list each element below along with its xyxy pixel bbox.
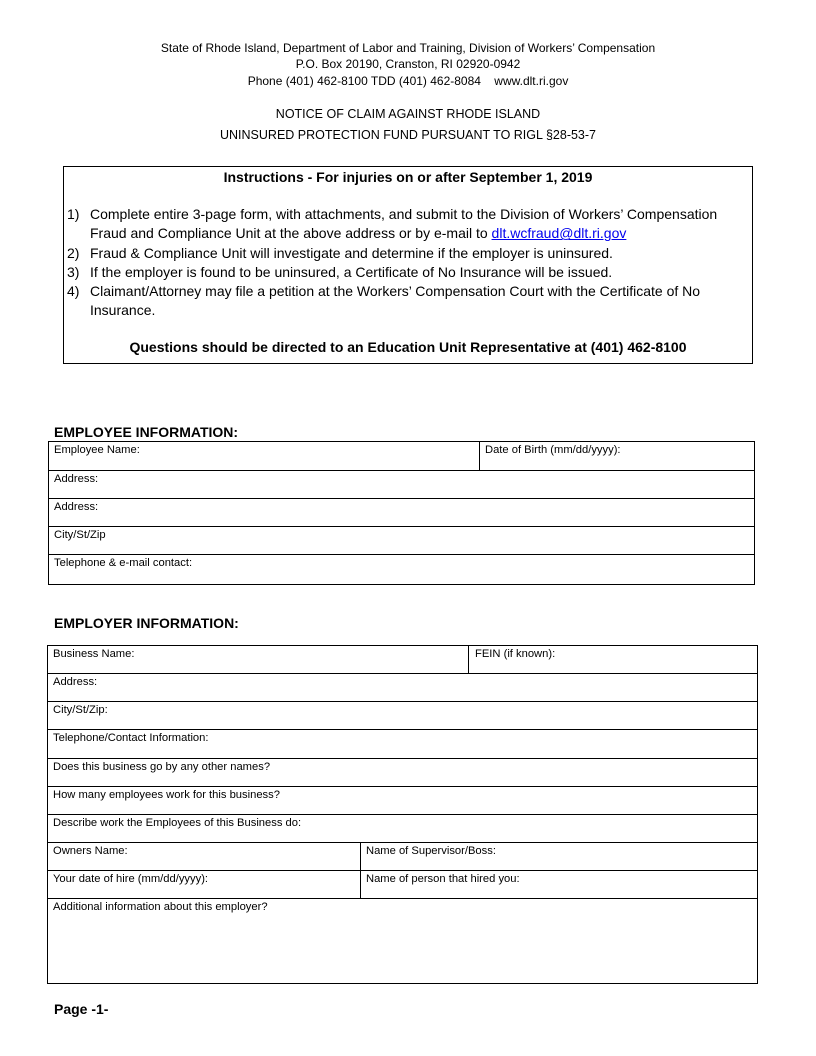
employee-dob-field[interactable]: Date of Birth (mm/dd/yyyy): — [480, 442, 755, 471]
employer-section-title: EMPLOYER INFORMATION: — [54, 615, 239, 631]
page-number: Page -1- — [54, 1001, 109, 1017]
additional-info-field[interactable]: Additional information about this employer? — [48, 899, 758, 984]
employee-address-field[interactable]: Address: — [49, 471, 755, 499]
instruction-item — [64, 282, 752, 321]
instruction-item — [64, 263, 752, 282]
instructions-footer: Questions should be directed to an Education Unit Representative at (401) 462-8100 — [129, 339, 687, 355]
instruction-item — [64, 205, 752, 244]
supervisor-name-field[interactable]: Name of Supervisor/Boss: — [361, 843, 758, 871]
business-name-field[interactable]: Business Name: — [48, 646, 469, 674]
fein-field[interactable]: FEIN (if known): — [469, 646, 758, 674]
instructions-list — [64, 205, 752, 321]
instructions-title: Instructions - For injuries on or after September 1, 2019 — [223, 169, 593, 185]
employee-section-title: EMPLOYEE INFORMATION: — [54, 424, 239, 440]
employer-table — [47, 645, 758, 984]
instruction-number: 1) — [67, 206, 80, 222]
employer-city-field[interactable]: City/St/Zip: — [48, 702, 758, 730]
instructions-box — [63, 166, 753, 364]
instruction-number: 2) — [67, 244, 80, 261]
email-link[interactable]: dlt.wcfraud@dlt.ri.gov — [491, 225, 627, 242]
instruction-number: 4) — [67, 283, 80, 300]
instruction-number: 3) — [67, 263, 80, 280]
employee-city-field[interactable]: City/St/Zip — [49, 527, 755, 555]
hire-date-field[interactable]: Your date of hire (mm/dd/yyyy): — [48, 871, 361, 899]
work-description-field[interactable]: Describe work the Employees of this Business do: — [48, 815, 758, 843]
employee-count-field[interactable]: How many employees work for this business? — [48, 787, 758, 815]
instruction-item — [64, 244, 752, 263]
instruction-text: If the employer is found to be uninsured, a Certificate of No Insurance will be issued. — [90, 263, 613, 280]
employee-name-field[interactable]: Employee Name: — [49, 442, 480, 471]
employee-table — [48, 441, 755, 585]
other-names-field[interactable]: Does this business go by any other names? — [48, 759, 758, 787]
owner-name-field[interactable]: Owners Name: — [48, 843, 361, 871]
employee-phone-field[interactable]: Telephone & e-mail contact: — [49, 555, 755, 585]
instruction-text: Complete entire 3-page form, with attachments, and submit to the Division of Workers’ Compensation Fraud and Compliance Unit at the above address or by e-mail to — [90, 206, 718, 242]
employee-address2-field[interactable]: Address: — [49, 499, 755, 527]
form-title-line-1: NOTICE OF CLAIM AGAINST RHODE ISLAND — [275, 107, 541, 121]
instruction-text: Fraud & Compliance Unit will investigate and determine if the employer is uninsured. — [90, 244, 613, 261]
form-title-line-2: UNINSURED PROTECTION FUND PURSUANT TO RIGL §28-53-7 — [220, 128, 596, 142]
employer-address-field[interactable]: Address: — [48, 674, 758, 702]
hired-by-field[interactable]: Name of person that hired you: — [361, 871, 758, 899]
agency-contact: Phone (401) 462-8100 TDD (401) 462-8084 www.dlt.ri.gov — [247, 74, 569, 88]
instruction-text: Claimant/Attorney may file a petition at the Workers’ Compensation Court with the Certificate of No Insurance. — [90, 283, 701, 319]
agency-address: P.O. Box 20190, Cranston, RI 02920-0942 — [295, 57, 521, 71]
employer-phone-field[interactable]: Telephone/Contact Information: — [48, 730, 758, 759]
agency-name: State of Rhode Island, Department of Labor and Training, Division of Workers’ Compensation — [160, 41, 656, 55]
